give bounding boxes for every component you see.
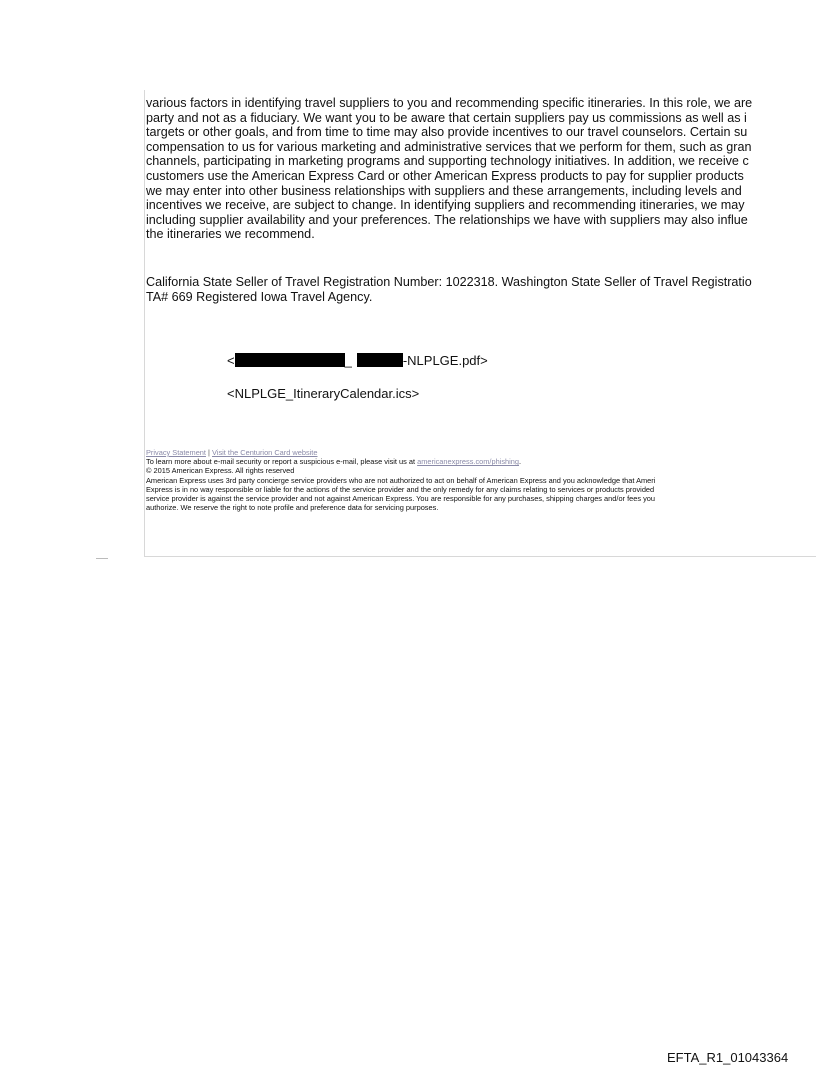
text-line: various factors in identifying travel suppliers to you and recommending specific itineraries. In this role, we are: [146, 96, 753, 110]
period: .: [519, 457, 522, 467]
text-line: the itineraries we recommend.: [146, 227, 315, 242]
redaction-bar: [357, 353, 403, 367]
link-separator: |: [208, 448, 210, 457]
pdf-attachment[interactable]: [227, 353, 488, 369]
text-line: California State Seller of Travel Registration Number: 1022318. Washington State Seller of Travel Registratio: [146, 275, 752, 289]
disclaimer-line: authorize. We reserve the right to note profile and preference data for servicing purposes.: [146, 503, 439, 513]
attachment-filename: -NLPLGE.pdf>: [402, 353, 488, 368]
phishing-link[interactable]: americanexpress.com/phishing: [417, 457, 519, 467]
security-text: To learn more about e-mail security or report a suspicious e-mail, please visit us at: [146, 457, 416, 467]
text-line: party and not as a fiduciary. We want you to be aware that certain suppliers pay us commissions as well as i: [146, 110, 747, 125]
text-line: we may enter into other business relationships with suppliers and these arrangements, including levels and: [146, 183, 742, 198]
text-line: customers use the American Express Card or other American Express products to pay for supplier products: [146, 168, 744, 183]
text-line: incentives we receive, are subject to change. In identifying suppliers and recommending itineraries, we may: [146, 198, 745, 213]
text-line: compensation to us for various marketing and administrative services that we perform for them, such as gran: [146, 139, 752, 154]
attachment-underscore: _: [344, 353, 352, 368]
attachment-filename: <NLPLGE_ItineraryCalendar.ics>: [227, 386, 420, 401]
text-line: TA# 669 Registered Iowa Travel Agency.: [146, 289, 373, 304]
disclaimer-line: service provider is against the service provider and not against American Express. You are responsible for any purchases, shipping charges and/or fees you: [146, 493, 656, 503]
privacy-statement-link[interactable]: Privacy Statement: [146, 448, 206, 457]
disclaimer-line: American Express uses 3rd party concierge service providers who are not authorized to act on behalf of American Express and you acknowledge that Ameri: [146, 475, 656, 485]
text-line: including supplier availability and your preferences. The relationships we have with suppliers may also influe: [146, 212, 748, 227]
security-line: [146, 457, 816, 466]
redaction-bar: [235, 353, 345, 367]
scan-artifact: [96, 557, 108, 559]
centurion-card-link[interactable]: Visit the Centurion Card website: [212, 448, 318, 457]
bates-number: EFTA_R1_01043364: [667, 1050, 789, 1065]
attachment-prefix: <: [227, 353, 235, 368]
disclaimer-line: Express is in no way responsible or liable for the actions of the service provider and the only remedy for any claims relating to services or products provided: [146, 484, 655, 494]
text-line: targets or other goals, and from time to time may also provide incentives to our travel counselors. Certain su: [146, 125, 748, 140]
registration-paragraph: [146, 275, 816, 304]
supplier-disclosure-paragraph: [146, 96, 816, 242]
copyright-text: © 2015 American Express. All rights reserved: [146, 466, 295, 476]
ics-attachment[interactable]: [227, 386, 419, 402]
footer-links-line: [146, 448, 816, 457]
text-line: channels, participating in marketing programs and supporting technology initiatives. In addition, we receive c: [146, 154, 749, 169]
email-footer: [146, 448, 816, 512]
